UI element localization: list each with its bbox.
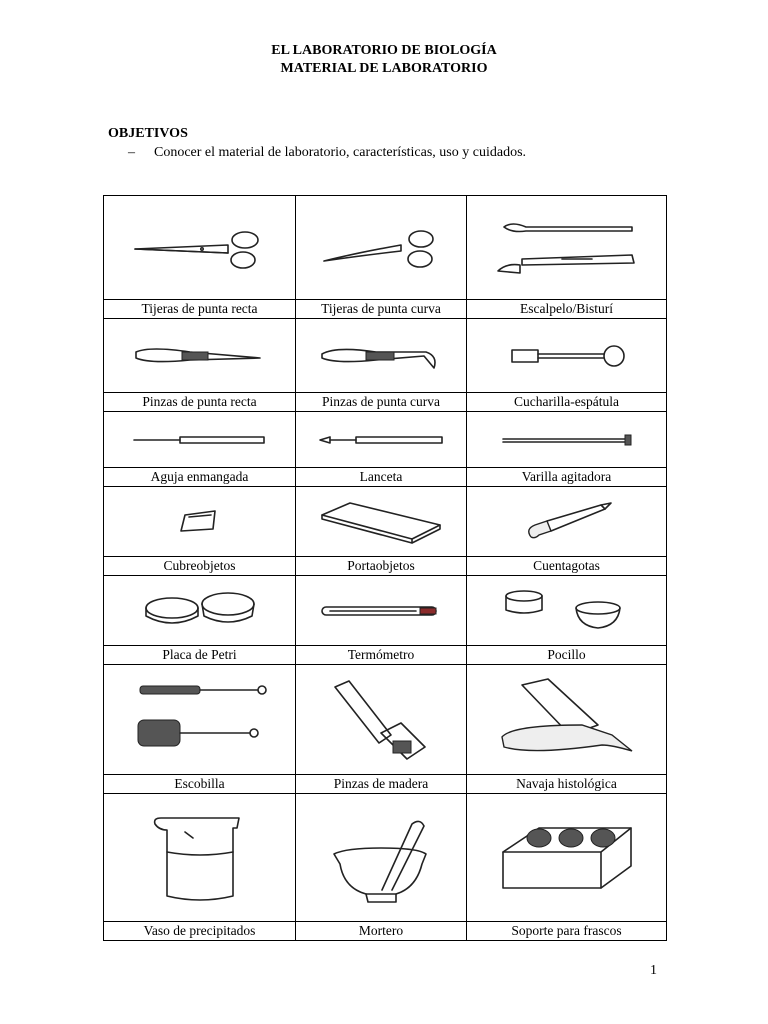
dissecting-needle-icon [130, 430, 270, 450]
wooden-tongs-icon [321, 675, 441, 765]
image-cell [467, 576, 667, 646]
document-title: EL LABORATORIO DE BIOLOGÍA [271, 43, 497, 58]
image-cell [296, 412, 467, 468]
image-cell [296, 196, 467, 300]
image-cell [296, 794, 467, 922]
objective-item [128, 145, 526, 161]
curved-forceps-icon [316, 336, 446, 376]
table-cell-label: Escobilla [104, 775, 296, 794]
straight-forceps-icon [130, 336, 270, 376]
beaker-icon [145, 808, 255, 908]
test-tube-brush-icon [130, 680, 270, 760]
table-cell-label: Cucharilla-espátula [467, 393, 667, 412]
table-cell-label: Varilla agitadora [467, 468, 667, 487]
curved-scissors-icon [316, 223, 446, 273]
vial-holder-icon [497, 818, 637, 898]
image-cell [467, 319, 667, 393]
mortar-pestle-icon [326, 808, 436, 908]
table-cell-label: Pinzas de punta recta [104, 393, 296, 412]
table-cell-label: Cuentagotas [467, 557, 667, 576]
table-cell-label: Pocillo [467, 646, 667, 665]
stirring-rod-icon [497, 430, 637, 450]
image-cell [104, 319, 296, 393]
table-cell-label: Pinzas de punta curva [296, 393, 467, 412]
image-cell [104, 576, 296, 646]
image-cell [467, 794, 667, 922]
image-cell [296, 665, 467, 775]
table-cell-label: Mortero [296, 922, 467, 941]
table-cell-label: Soporte para frascos [467, 922, 667, 941]
table-cell-label: Navaja histológica [467, 775, 667, 794]
table-cell-label: Termómetro [296, 646, 467, 665]
straight-razor-icon [492, 675, 642, 765]
image-cell [467, 665, 667, 775]
image-cell [104, 665, 296, 775]
image-cell [296, 487, 467, 557]
table-cell-label: Portaobjetos [296, 557, 467, 576]
table-cell-label: Escalpelo/Bisturí [467, 300, 667, 319]
table-cell-label: Tijeras de punta recta [104, 300, 296, 319]
table-cell-label: Placa de Petri [104, 646, 296, 665]
table-cell-label: Lanceta [296, 468, 467, 487]
table-cell-label: Aguja enmangada [104, 468, 296, 487]
microscope-slide-icon [316, 497, 446, 547]
lab-material-table [103, 195, 667, 941]
image-cell [104, 794, 296, 922]
coverslip-icon [175, 505, 225, 539]
image-cell [467, 412, 667, 468]
scalpel-icon [492, 213, 642, 283]
bullet-dash: – [128, 145, 135, 160]
straight-scissors-icon [130, 223, 270, 273]
document-subtitle: MATERIAL DE LABORATORIO [280, 61, 488, 76]
table-cell-label: Pinzas de madera [296, 775, 467, 794]
image-cell [467, 196, 667, 300]
table-cell-label: Tijeras de punta curva [296, 300, 467, 319]
image-cell [296, 319, 467, 393]
image-cell [104, 487, 296, 557]
dropper-icon [517, 497, 617, 547]
table-cell-label: Vaso de precipitados [104, 922, 296, 941]
crucible-cup-icon [502, 586, 632, 636]
image-cell [104, 412, 296, 468]
objectives-heading: OBJETIVOS [108, 126, 188, 141]
image-cell [104, 196, 296, 300]
objective-text: Conocer el material de laboratorio, características, uso y cuidados. [154, 145, 527, 160]
lancet-icon [316, 430, 446, 450]
petri-dish-icon [140, 586, 260, 636]
thermometer-icon [316, 601, 446, 621]
page-number: 1 [650, 963, 657, 978]
spatula-spoon-icon [502, 336, 632, 376]
image-cell [296, 576, 467, 646]
image-cell [467, 487, 667, 557]
table-cell-label: Cubreobjetos [104, 557, 296, 576]
